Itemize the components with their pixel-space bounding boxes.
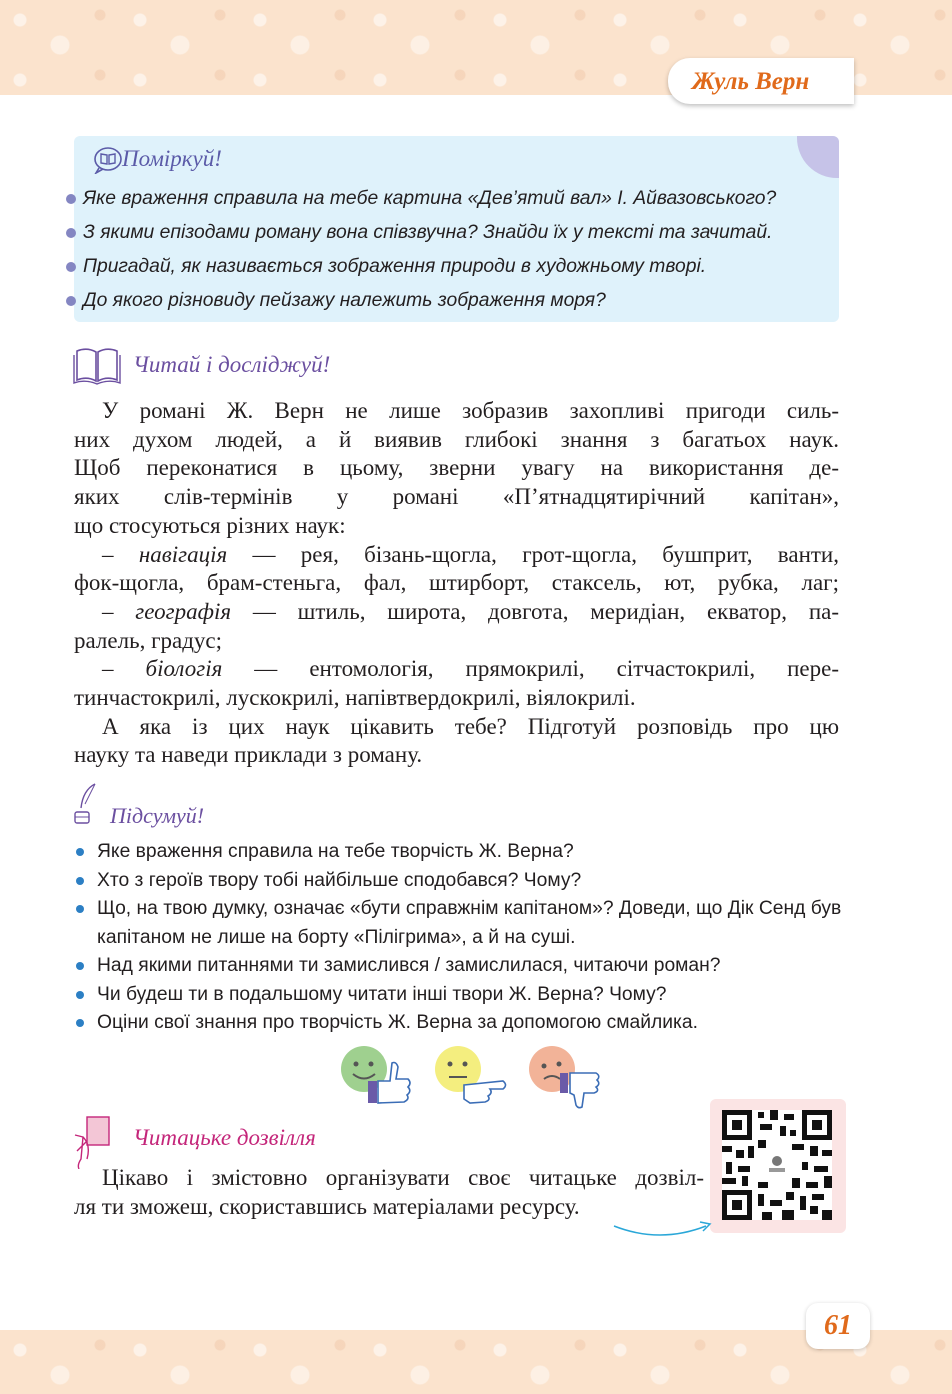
read-body [74, 397, 839, 770]
paragraph-line: науку та наведи приклади з роману. [74, 742, 423, 768]
happy-smiley-icon[interactable] [341, 1046, 410, 1103]
neutral-smiley-icon[interactable] [435, 1046, 506, 1103]
speech-book-icon [93, 146, 123, 174]
page-number: 61 [824, 1310, 852, 1341]
qr-code-icon[interactable] [722, 1110, 832, 1220]
think-questions [66, 186, 776, 322]
term-line-geography: – географія — штиль, широта, довгота, меридіан, екватор, па- [102, 598, 839, 624]
arrow-to-qr-icon [610, 1208, 720, 1248]
term-biology: біологія [145, 656, 223, 682]
summary-questions [74, 838, 844, 1038]
paragraph-line: Щоб переконатися в цьому, зверни увагу на використання де- [74, 455, 839, 481]
list-item: Яке враження справила на тебе творчість Ж. Верна? [74, 838, 844, 867]
think-title: Поміркуй! [122, 146, 222, 171]
paragraph-line: ралель, градус; [74, 627, 223, 653]
paragraph-line: У романі Ж. Верн не лише зобразив захопливі пригоди силь- [102, 398, 839, 423]
list-item: Хто з героїв твору тобі найбільше сподобався? Чому? [74, 867, 844, 896]
quill-inkpot-icon [73, 782, 103, 826]
paragraph-line: фок-щогла, брам-стеньга, фал, штирборт, стаксель, ют, рубка, лаг; [74, 570, 839, 596]
term-navigation: навігація [138, 541, 228, 567]
smiley-rating [338, 1043, 613, 1111]
open-book-icon [73, 345, 121, 385]
list-item: Що, на твою думку, означає «бути справжнім капітаном»? Доведи, що Дік Сенд був капітаном не лише на борту «Пілігрима», а й на суші. [74, 895, 844, 952]
tablet-pen-icon [73, 1115, 113, 1169]
paragraph-line: тинчастокрилі, лускокрилі, напівтвердокрилі, віялокрилі. [74, 685, 636, 711]
list-item: Яке враження справила на тебе картина «Дев’ятий вал» І. Айвазовського? [66, 186, 776, 220]
paragraph-line: А яка із цих наук цікавить тебе? Підготуй розповідь про цю [102, 713, 839, 739]
paragraph-line: них духом людей, а й виявив глибокі знання з багатьох наук. [74, 426, 839, 452]
sad-smiley-icon[interactable] [529, 1046, 599, 1108]
term-geography: географія [135, 598, 232, 624]
list-item: Над якими питаннями ти замислився / замислилася, читаючи роман? [74, 952, 844, 981]
summary-title: Підсумуй! [110, 803, 205, 828]
list-item: Чи будеш ти в подальшому читати інші твори Ж. Верна? Чому? [74, 981, 844, 1010]
list-item: До якого різновиду пейзажу належить зображення моря? [66, 288, 776, 322]
paragraph-line: що стосуються різних наук: [74, 512, 346, 538]
read-title: Читай і досліджуй! [133, 352, 331, 377]
list-item: Пригадай, як називається зображення природи в художньому творі. [66, 254, 776, 288]
term-line-navigation: – навігація — рея, бізань-щогла, грот-щогла, бушприт, ванти, [102, 541, 839, 567]
term-line-biology: – біологія — ентомологія, прямокрилі, сітчастокрилі, пере- [102, 656, 840, 682]
list-item: Оціни свої знання про творчість Ж. Верна за допомогою смайлика. [74, 1009, 844, 1038]
list-item: З якими епізодами роману вона співзвучна? Знайди їх у тексті та зачитай. [66, 220, 776, 254]
chapter-title: Жуль Верн [692, 68, 810, 95]
leisure-title: Читацьке дозвілля [133, 1125, 316, 1150]
paragraph-line: ля ти зможеш, скориставшись матеріалами ресурсу. [74, 1193, 580, 1219]
paragraph-line: яких слів-термінів у романі «Пʼятнадцятирічний капітан», [74, 484, 839, 510]
paragraph-line: Цікаво і змістовно організувати своє читацьке дозвіл- [102, 1165, 704, 1190]
